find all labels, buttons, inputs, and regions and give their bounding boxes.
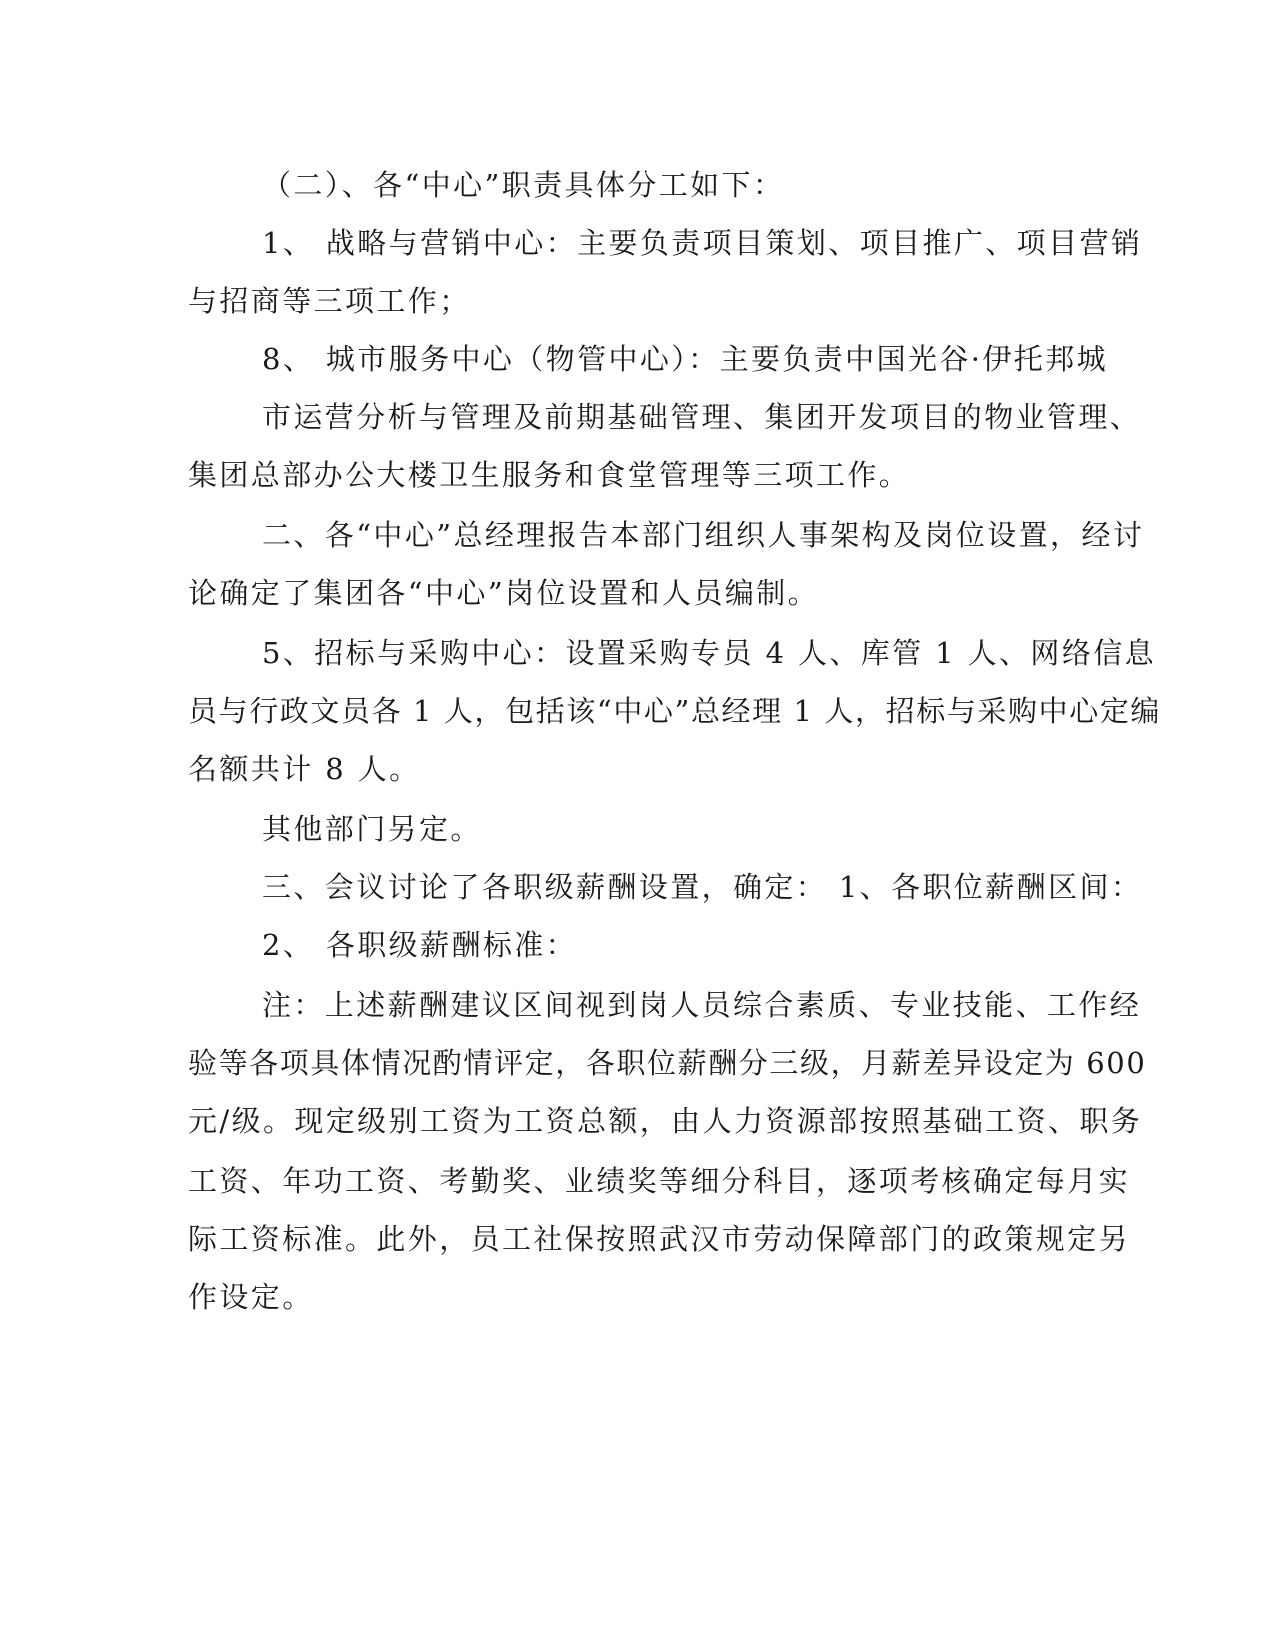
paragraph-line: 际工资标准。此外，员工社保按照武汉市劳动保障部门的政策规定另: [188, 1222, 1131, 1256]
paragraph-line: 2、 各职级薪酬标准：: [262, 928, 578, 962]
paragraph-line: 作设定。: [188, 1280, 314, 1314]
paragraph-line: 名额共计 8 人。: [188, 752, 421, 786]
paragraph-line: 集团总部办公大楼卫生服务和食堂管理等三项工作。: [188, 458, 911, 492]
paragraph-line: 1、 战略与营销中心：主要负责项目策划、项目推广、项目营销: [262, 226, 1143, 260]
paragraph-line: 其他部门另定。: [262, 812, 482, 846]
paragraph-line: 5、招标与采购中心：设置采购专员 4 人、库管 1 人、网络信息: [262, 636, 1157, 670]
paragraph-line: 8、 城市服务中心（物管中心）：主要负责中国光谷·伊托邦城: [262, 342, 1108, 376]
paragraph-line: 元/级。现定级别工资为工资总额，由人力资源部按照基础工资、职务: [188, 1104, 1143, 1138]
paragraph-line: 员与行政文员各 1 人，包括该“中心”总经理 1 人，招标与采购中心定编: [188, 694, 1162, 728]
paragraph-line: 与招商等三项工作；: [188, 284, 471, 318]
paragraph-line: 验等各项具体情况酌情评定，各职位薪酬分三级，月薪差异设定为 600: [188, 1046, 1147, 1080]
paragraph-line: 工资、年功工资、考勤奖、业绩奖等细分科目，逐项考核确定每月实: [188, 1164, 1131, 1198]
paragraph-line: 注：上述薪酬建议区间视到岗人员综合素质、专业技能、工作经: [262, 988, 1142, 1022]
paragraph-line: 市运营分析与管理及前期基础管理、集团开发项目的物业管理、: [262, 400, 1142, 434]
paragraph-line: 论确定了集团各“中心”岗位设置和人员编制。: [188, 576, 820, 610]
paragraph-line: 三、会议讨论了各职级薪酬设置，确定： 1、各职位薪酬区间：: [262, 870, 1143, 904]
paragraph-line: 二、各“中心”总经理报告本部门组织人事架构及岗位设置，经讨: [262, 518, 1145, 552]
section-heading-center-duties: （二）、各“中心”职责具体分工如下：: [262, 168, 785, 202]
